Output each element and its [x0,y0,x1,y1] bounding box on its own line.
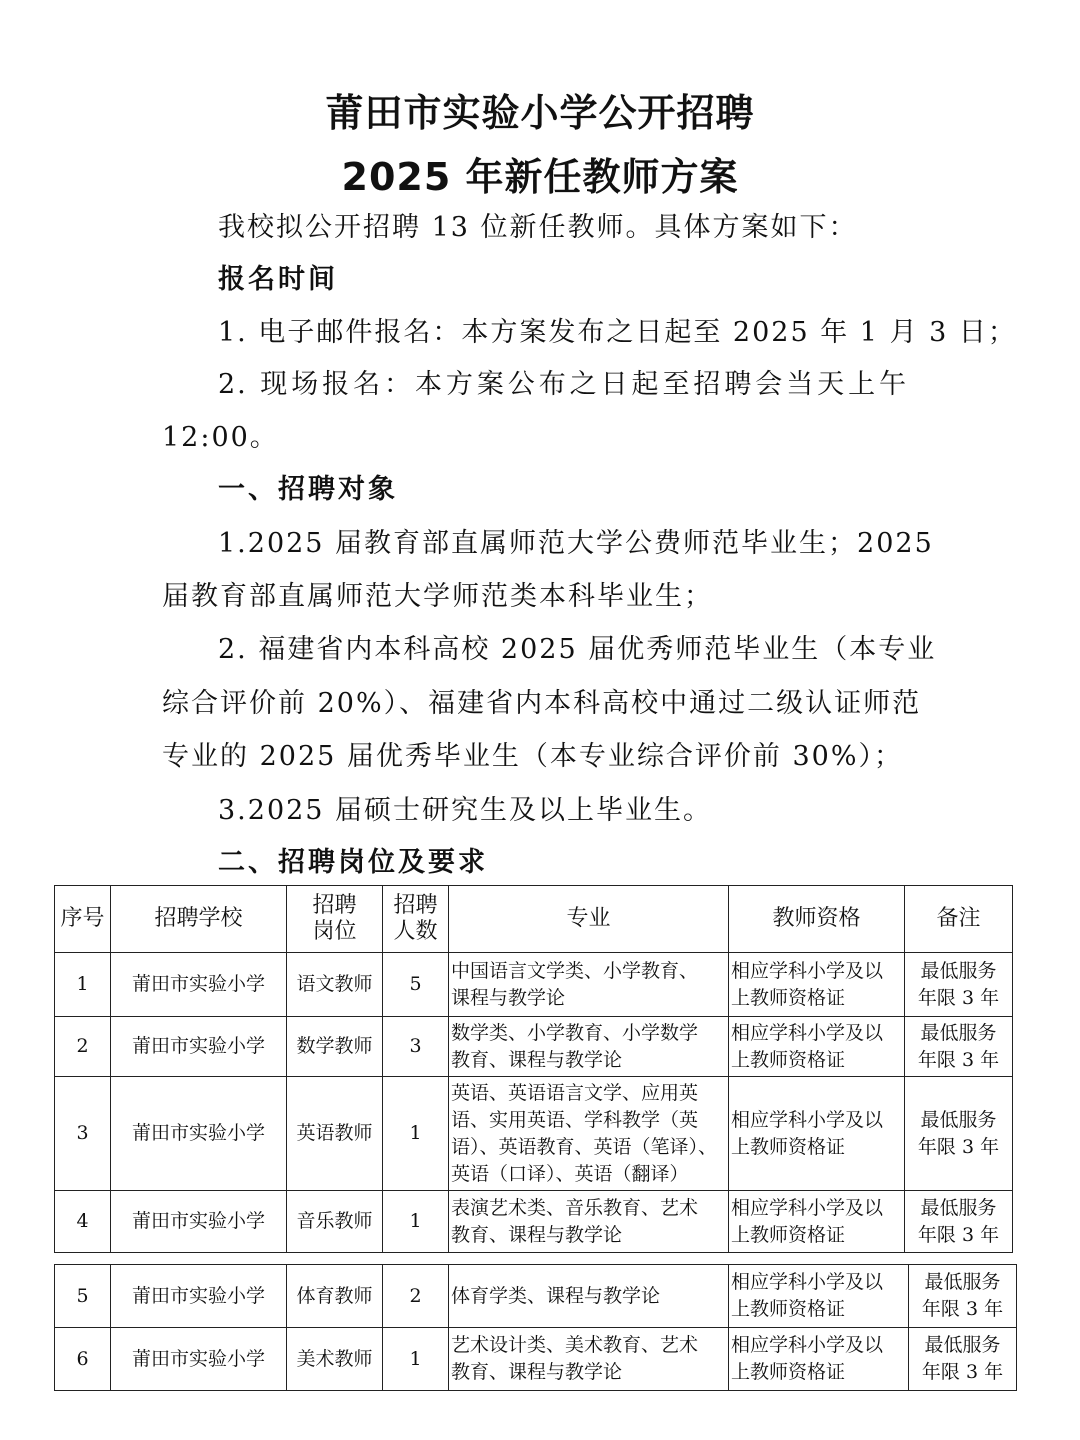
header-count: 招聘 人数 [383,886,449,953]
document-title-line-2: 2025 年新任教师方案 [341,155,739,199]
registration-onsite: 2. 现场报名：本方案公布之日起至招聘会当天上午 [218,369,908,400]
cell-major: 表演艺术类、音乐教育、艺术 教育、课程与教学论 [449,1191,729,1253]
positions-table-part-1 [54,885,1013,1253]
table-row [55,1265,1017,1328]
table-row [55,1191,1013,1253]
registration-onsite-cont: 12:00。 [162,422,279,453]
table-row [55,953,1013,1017]
positions-table-part-2 [54,1264,1017,1391]
cell-major: 中国语言文学类、小学教育、 课程与教学论 [449,953,729,1017]
section-1-item-1-cont: 届教育部直属师范大学师范类本科毕业生； [162,581,713,612]
section-1-heading: 一、招聘对象 [218,474,398,505]
cell-major: 数学类、小学教育、小学数学 教育、课程与教学论 [449,1017,729,1077]
table-header-row [55,886,1013,953]
cell-major: 艺术设计类、美术教育、艺术 教育、课程与教学论 [449,1328,729,1391]
cell-school: 莆田市实验小学 [111,1191,287,1253]
header-post: 招聘 岗位 [287,886,383,953]
cell-count: 1 [383,1191,449,1253]
registration-heading: 报名时间 [218,264,338,295]
table-row [55,1017,1013,1077]
table-row [55,1328,1017,1391]
table-row [55,1077,1013,1191]
cell-qualification: 相应学科小学及以 上教师资格证 [729,1328,909,1391]
cell-note: 最低服务 年限 3 年 [905,953,1013,1017]
cell-school: 莆田市实验小学 [111,953,287,1017]
cell-note: 最低服务 年限 3 年 [905,1017,1013,1077]
cell-school: 莆田市实验小学 [111,1017,287,1077]
cell-no: 1 [55,953,111,1017]
cell-qualification: 相应学科小学及以 上教师资格证 [729,1017,905,1077]
cell-count: 1 [383,1328,449,1391]
cell-note: 最低服务 年限 3 年 [905,1077,1013,1191]
cell-major: 体育学类、课程与教学论 [449,1265,729,1328]
cell-no: 4 [55,1191,111,1253]
cell-qualification: 相应学科小学及以 上教师资格证 [729,1265,909,1328]
intro-paragraph: 我校拟公开招聘 13 位新任教师。具体方案如下： [218,212,858,243]
document-title-line-1: 莆田市实验小学公开招聘 [325,91,755,135]
cell-school: 莆田市实验小学 [111,1265,287,1328]
cell-qualification: 相应学科小学及以 上教师资格证 [729,953,905,1017]
cell-school: 莆田市实验小学 [111,1077,287,1191]
cell-post: 英语教师 [287,1077,383,1191]
cell-post: 美术教师 [287,1328,383,1391]
cell-qualification: 相应学科小学及以 上教师资格证 [729,1077,905,1191]
cell-no: 6 [55,1328,111,1391]
cell-qualification: 相应学科小学及以 上教师资格证 [729,1191,905,1253]
header-no: 序号 [55,886,111,953]
cell-note: 最低服务 年限 3 年 [909,1265,1017,1328]
section-1-item-2-cont: 综合评价前 20%）、福建省内本科高校中通过二级认证师范 [162,688,922,719]
cell-count: 2 [383,1265,449,1328]
header-major: 专业 [449,886,729,953]
cell-post: 数学教师 [287,1017,383,1077]
section-1-item-2-cont-2: 专业的 2025 届优秀毕业生（本专业综合评价前 30%）； [162,741,903,772]
cell-count: 1 [383,1077,449,1191]
cell-school: 莆田市实验小学 [111,1328,287,1391]
cell-post: 体育教师 [287,1265,383,1328]
cell-no: 3 [55,1077,111,1191]
cell-post: 语文教师 [287,953,383,1017]
cell-no: 2 [55,1017,111,1077]
section-1-item-3: 3.2025 届硕士研究生及以上毕业生。 [218,795,713,826]
header-qualification: 教师资格 [729,886,905,953]
header-note: 备注 [905,886,1013,953]
cell-note: 最低服务 年限 3 年 [909,1328,1017,1391]
cell-no: 5 [55,1265,111,1328]
cell-count: 5 [383,953,449,1017]
header-school: 招聘学校 [111,886,287,953]
section-1-item-2: 2. 福建省内本科高校 2025 届优秀师范毕业生（本专业 [218,634,937,665]
cell-post: 音乐教师 [287,1191,383,1253]
section-2-heading: 二、招聘岗位及要求 [218,847,488,878]
cell-count: 3 [383,1017,449,1077]
cell-note: 最低服务 年限 3 年 [905,1191,1013,1253]
section-1-item-1: 1.2025 届教育部直属师范大学公费师范毕业生；2025 [218,528,934,559]
registration-email: 1. 电子邮件报名：本方案发布之日起至 2025 年 1 月 3 日； [218,317,1017,348]
cell-major: 英语、英语语言文学、应用英 语、实用英语、学科教学（英 语）、英语教育、英语（笔译）、 英语（口译）、英语（翻译） [449,1077,729,1191]
